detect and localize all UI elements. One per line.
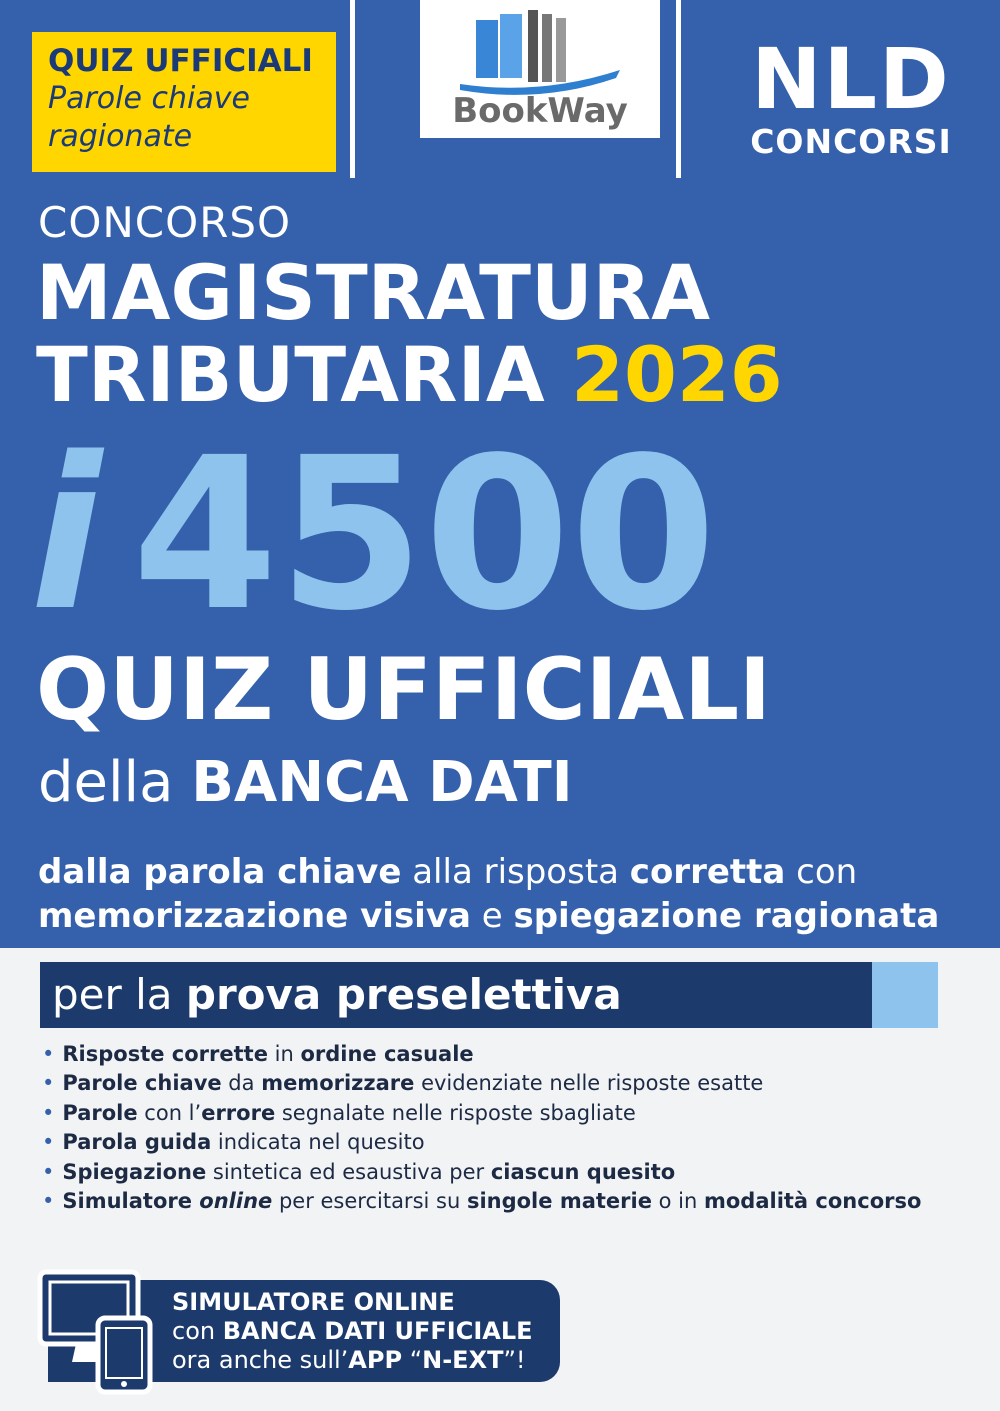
quiz-count-article: i: [30, 412, 102, 657]
feature-list: [42, 1040, 982, 1216]
feature-text: memorizzare: [261, 1071, 415, 1096]
publisher-sub: CONCORSI: [750, 122, 952, 161]
simulator-next: N-EXT: [422, 1346, 504, 1374]
bookway-logo-text: BookWay: [452, 91, 628, 131]
feature-item: [42, 1099, 982, 1128]
quiz-badge: [32, 32, 336, 172]
simulator-con: con: [172, 1317, 223, 1345]
feature-text: errore: [201, 1100, 276, 1125]
subtitle-bold-1: dalla parola chiave: [38, 852, 402, 892]
bullet-dot-icon: •: [42, 1042, 55, 1066]
publisher-name: NLD: [751, 30, 951, 128]
feature-text: Simulatore: [62, 1189, 200, 1214]
feature-text: modalità concorso: [703, 1189, 922, 1214]
simulator-ora: ora anche sull’: [172, 1346, 349, 1374]
subtitle-text-2: con: [785, 852, 858, 892]
bookway-logo-graphic: [420, 0, 660, 138]
feature-text: per esercitarsi su: [272, 1189, 467, 1214]
prova-prefix: per la: [52, 970, 186, 1019]
feature-text: singole materie: [466, 1189, 652, 1214]
feature-text: ciascun quesito: [490, 1159, 676, 1184]
feature-item: [42, 1040, 982, 1069]
simulator-line-2: [172, 1317, 533, 1346]
feature-item: [42, 1158, 982, 1187]
subtitle-bold-3: memorizzazione visiva: [38, 896, 471, 936]
quiz-count: [30, 412, 717, 657]
simulator-text: [172, 1288, 533, 1375]
banca-dati-text: BANCA DATI: [191, 750, 573, 815]
subtitle-bold-2: corretta: [629, 852, 786, 892]
bookway-logo: [420, 0, 660, 138]
feature-text: da: [221, 1071, 262, 1096]
bullet-dot-icon: •: [42, 1159, 55, 1184]
subtitle: [38, 850, 938, 938]
subtitle-line-2: [38, 894, 938, 938]
simulator-title: SIMULATORE ONLINE: [172, 1288, 455, 1316]
feature-text: indicata nel quesito: [211, 1130, 425, 1155]
title-line-2: [36, 330, 783, 420]
devices-icon: [36, 1266, 166, 1396]
subtitle-bold-4: spiegazione ragionata: [513, 896, 940, 936]
quiz-ufficiali-title: QUIZ UFFICIALI: [36, 640, 772, 740]
feature-text: Parola guida: [62, 1130, 212, 1155]
subtitle-line-1: [38, 850, 938, 894]
feature-item: [42, 1187, 982, 1216]
title-tributaria: TRIBUTARIA: [36, 330, 545, 419]
della-text: della: [38, 750, 174, 815]
quiz-count-number: 4500: [131, 412, 717, 657]
feature-text: Parole chiave: [62, 1071, 222, 1096]
divider-line-right: [676, 0, 681, 178]
simulator-line-1: [172, 1288, 533, 1317]
concorso-label: CONCORSO: [38, 198, 292, 247]
della-banca-dati: [38, 748, 573, 818]
subtitle-text-3: e: [470, 896, 514, 936]
bullet-dot-icon: •: [42, 1071, 55, 1096]
simulator-quote-close: ”!: [503, 1346, 526, 1374]
feature-text: online: [199, 1189, 273, 1214]
badge-subtitle-1: Parole chiave: [48, 81, 250, 116]
feature-text: o in: [651, 1189, 704, 1214]
feature-text: evidenziate nelle risposte esatte: [414, 1071, 764, 1096]
feature-text: sintetica ed esaustiva per: [206, 1159, 491, 1184]
feature-text: Parole: [62, 1100, 138, 1125]
feature-text: ordine casuale: [300, 1042, 474, 1066]
feature-item: [42, 1069, 982, 1098]
simulator-banca: BANCA DATI UFFICIALE: [222, 1317, 533, 1345]
bullet-dot-icon: •: [42, 1100, 55, 1125]
accent-square: [872, 962, 938, 1028]
publisher-logo: [746, 30, 956, 162]
feature-item: [42, 1128, 982, 1157]
feature-text: Risposte corrette: [62, 1042, 268, 1066]
badge-subtitle-2: ragionate: [48, 119, 193, 154]
subtitle-text-1: alla risposta: [401, 852, 630, 892]
feature-text: segnalate nelle risposte sbagliate: [275, 1100, 636, 1125]
divider-line-left: [350, 0, 355, 178]
prova-text: [52, 962, 622, 1028]
simulator-quote-open: “: [402, 1346, 423, 1374]
feature-text: con l’: [137, 1100, 202, 1125]
simulator-line-3: [172, 1346, 533, 1375]
prova-bold: prova preselettiva: [185, 970, 622, 1019]
title-line-1: MAGISTRATURA: [36, 248, 711, 337]
badge-title: QUIZ UFFICIALI: [48, 43, 313, 79]
title-year: 2026: [571, 330, 783, 419]
bullet-dot-icon: •: [42, 1189, 55, 1214]
feature-text: Spiegazione: [62, 1159, 207, 1184]
simulator-app: APP: [348, 1346, 403, 1374]
bullet-dot-icon: •: [42, 1130, 55, 1155]
feature-text: in: [267, 1042, 301, 1066]
